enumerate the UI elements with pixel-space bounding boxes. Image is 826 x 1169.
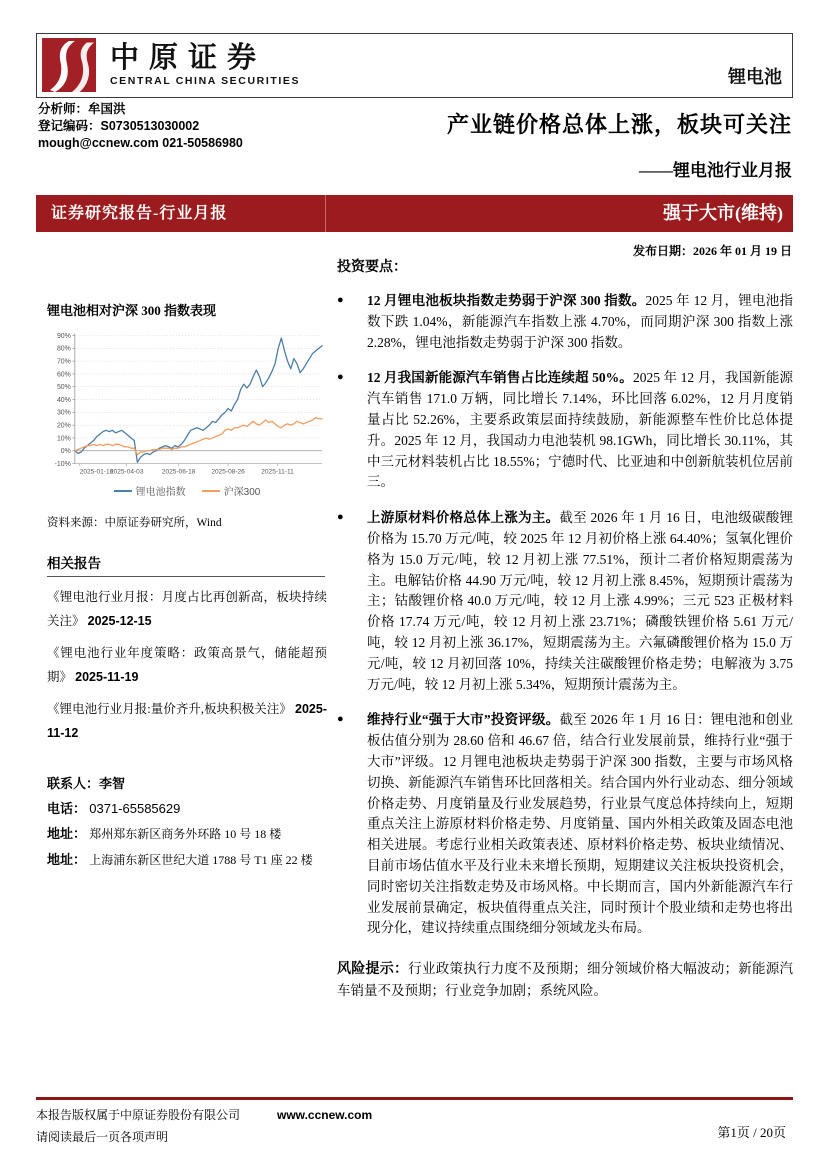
contact-address-line-2: [47, 847, 327, 873]
svg-text:0%: 0%: [60, 448, 71, 456]
brand-text: [110, 43, 300, 87]
page-number: 第1页 / 20页: [717, 1125, 786, 1140]
report-title: 产业链价格总体上涨，板块可关注: [446, 112, 792, 137]
header-box: [36, 33, 793, 98]
svg-text:20%: 20%: [56, 422, 71, 430]
chart-title: 锂电池相对沪深 300 指数表现: [47, 303, 217, 318]
bullet-marker-icon: ●: [337, 371, 344, 384]
svg-text:2025-04-03: 2025-04-03: [109, 468, 144, 476]
footer-disclaimer: 请阅读最后一页各项声明: [36, 1130, 169, 1144]
svg-text:2025-01-16: 2025-01-16: [79, 468, 114, 476]
bullet-marker-icon: ●: [337, 713, 344, 726]
bullet-body: 2025 年 12 月，我国新能源汽车销售 171.0 万辆，同比增长 7.14%，环比回落 6.02%，12 月月度销量占比 52.26%，主要系政策层面持续鼓励，新能源整车性价比总体提升。2025 年 12 月，我国动力电池装机 98.1GWh，同比增长 30.11%，其中三元材料装机占比 18.55%；宁德时代、比亚迪和中创新航装机位居前三。: [367, 370, 794, 490]
brand-logo: [42, 38, 300, 92]
svg-text:40%: 40%: [56, 396, 71, 404]
report-link-text[interactable]: 《锂电池行业月报:量价齐升,板块积极关注》: [47, 702, 292, 716]
legend-swatch-blue: [114, 490, 132, 492]
relative-performance-chart: [47, 329, 327, 498]
bullet-lead: 12 月锂电池板块指数走势弱于沪深 300 指数。: [367, 293, 646, 308]
rating-badge: 强于大市(维持): [663, 203, 783, 223]
footer-copyright-text: 本报告版权属于中原证券股份有限公司: [36, 1108, 241, 1122]
contact-phone-line: [47, 796, 327, 821]
analyst-block: [38, 101, 338, 152]
footer-copyright: [36, 1106, 372, 1123]
legend-label: 沪深300: [223, 487, 261, 498]
svg-text:10%: 10%: [56, 435, 71, 443]
report-link-text[interactable]: 《锂电池行业年度策略：政策高景气，储能超预期》: [47, 646, 327, 684]
bullet-marker-icon: ●: [337, 511, 344, 524]
footer-url[interactable]: www.ccnew.com: [277, 1108, 373, 1122]
bullet-lead: 维持行业“强于大市”投资评级。: [367, 712, 560, 728]
contact-label: 地址：: [47, 826, 87, 841]
brand-name-en: CENTRAL CHINA SECURITIES: [110, 75, 301, 87]
related-report-item: [47, 697, 327, 745]
bullet-body: 2025 年 12 月，锂电池指数下跌 1.04%，新能源汽车指数上涨 4.70%，而同期沪深 300 指数上涨 2.28%，锂电池指数走势弱于沪深 300 指数。: [367, 293, 793, 350]
bullet-item-1: [337, 291, 793, 353]
footer-divider: [36, 1097, 793, 1100]
analyst-contact: mough@ccnew.com 021-50586980: [38, 136, 243, 150]
bullet-item-4: [337, 710, 793, 939]
svg-text:2025-11-11: 2025-11-11: [261, 468, 294, 476]
bullet-marker-icon: ●: [337, 294, 344, 306]
legend-label: 锂电池指数: [135, 487, 186, 498]
contact-person-line: [47, 771, 327, 796]
main-column: [337, 256, 793, 1002]
svg-text:30%: 30%: [56, 409, 71, 417]
banner-report-type: 证券研究报告-行业月报: [51, 205, 228, 222]
contact-value: 上海浦东新区世纪大道 1788 号 T1 座 22 楼: [89, 853, 313, 867]
related-report-item: [47, 585, 327, 633]
contact-label: 联系人：: [47, 776, 100, 791]
contact-block: [47, 771, 327, 873]
brand-logo-icon: [42, 38, 96, 92]
svg-text:2025-06-18: 2025-06-18: [161, 468, 196, 476]
risk-body: 行业政策执行力度不及预期；细分领域价格大幅波动；新能源汽车销量不及预期；行业竞争加剧；系统风险。: [337, 961, 793, 998]
banner-bar: [36, 195, 793, 232]
report-date: 2025-11-19: [75, 670, 139, 684]
bullet-item-2: [337, 368, 793, 493]
svg-text:-10%: -10%: [54, 460, 71, 468]
svg-text:60%: 60%: [56, 371, 71, 379]
related-report-item: [47, 641, 327, 689]
legend-item-battery-index: [114, 483, 186, 498]
bullet-item-3: [337, 508, 793, 695]
risk-notice: [337, 959, 793, 1002]
report-date: 2025-11-12: [47, 702, 328, 740]
contact-value: 0371-65585629: [89, 801, 181, 816]
chart-source: 资料来源：中原证券研究所，Wind: [47, 517, 222, 529]
contact-address-line-1: [47, 821, 327, 847]
bullet-body: 截至 2026 年 1 月 16 日：锂电池和创业板估值分别为 28.60 倍和 46.67 倍，结合行业发展前景，维持行业“强于大市”评级。12 月锂电池板块走势弱于沪深 300 指数，主要与市场风格切换、新能源汽车销售环比回落相关。结合国内外行业动态、细分领域价格走势、月度销量及行业发展趋势，行业景气度总体持续向上，短期重点关注上游原材料价格走势、月度销量、国内外相关政策及固态电池相关进展。考虑行业相关政策表述、原材料价格走势、板块业绩情况、目前市场估值水平及行业未来增长预期，短期建议关注板块投资机会，同时密切关注指数走势及市场风格。中长期而言，国内外新能源汽车行业发展前景确定，板块值得重点关注，同时预计个股业绩和走势也将出现分化，建议持续重点围绕细分领域龙头布局。: [367, 712, 793, 936]
report-link-text[interactable]: 《锂电池行业月报：月度占比再创新高，板块持续关注》: [47, 590, 327, 628]
report-date: 2025-12-15: [87, 614, 152, 628]
bullet-lead: 上游原材料价格总体上涨为主。: [367, 510, 560, 526]
analyst-name: 分析师：牟国洪: [38, 102, 126, 116]
contact-label: 电话：: [47, 801, 87, 816]
contact-label: 地址：: [47, 852, 87, 867]
contact-value: 郑州郑东新区商务外环路 10 号 18 楼: [89, 827, 282, 841]
industry-tag: 锂电池: [728, 67, 782, 87]
related-reports-title: 相关报告: [47, 552, 325, 577]
bullet-body: 截至 2026 年 1 月 16 日，电池级碳酸锂价格为 15.70 万元/吨，较 2025 年 12 月初价格上涨 64.40%；氢氧化锂价格为 15.0 万元/吨，较 12 月初上涨 77.51%，预计二者价格短期震荡为主。电解钴价格 44.90 万元/吨，较 12 月初上涨 8.45%，短期预计震荡为主；钴酸锂价格 40.0 万元/吨，较 12 月上涨 4.99%；三元 523 正极材料价格 17.74 万元/吨，较 12 月初上涨 23.71%；磷酸铁锂价格 5.61 万元/吨，较 12 月初上涨 36.17%，短期震荡为主。六氟磷酸锂价格为 15.0 万元/吨，较 12 月初回落 10%，持续关注碳酸锂价格走势；电解液为 3.75 万元/吨，较 12 月初上涨 5.34%，短期预计震荡为主。: [367, 510, 794, 692]
sidebar-column: [47, 300, 327, 873]
banner-divider: [325, 195, 326, 232]
svg-text:2025-08-26: 2025-08-26: [211, 468, 245, 476]
key-points-heading: 投资要点：: [337, 260, 407, 275]
brand-name-cn: 中原证券: [110, 42, 267, 74]
chart-legend: [47, 483, 327, 498]
report-subtitle: ——锂电池行业月报: [639, 161, 792, 180]
legend-swatch-orange: [202, 490, 220, 492]
svg-text:90%: 90%: [56, 332, 71, 340]
risk-lead: 风险提示：: [337, 962, 409, 978]
legend-item-csi300: [202, 483, 261, 498]
svg-text:50%: 50%: [56, 384, 71, 392]
analyst-reg-code: 登记编码：S0730513030002: [38, 119, 200, 133]
publish-date: 发布日期：2026 年 01 月 19 日: [632, 244, 792, 258]
bullet-lead: 12 月我国新能源汽车销售占比连续超 50%。: [367, 370, 633, 386]
svg-text:80%: 80%: [56, 345, 71, 353]
svg-text:70%: 70%: [56, 358, 71, 366]
contact-value: 李智: [99, 776, 126, 791]
